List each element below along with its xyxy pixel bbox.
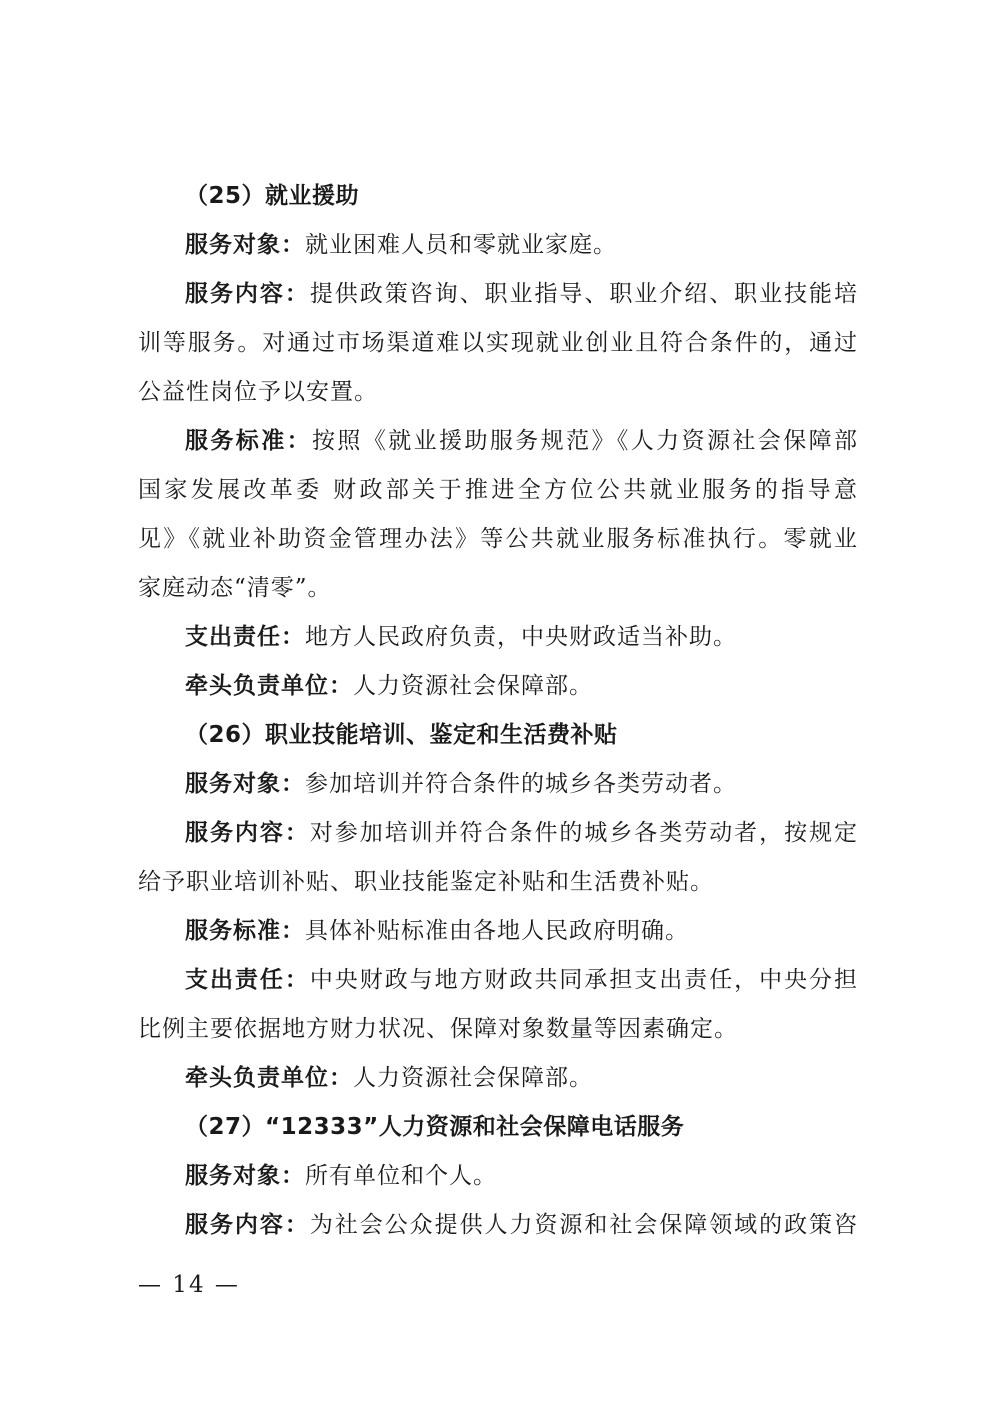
field-text: 人力资源社会保障部。 xyxy=(353,1065,593,1091)
field-label: 服务标准： xyxy=(185,918,305,944)
paragraph-line: 训等服务。对通过市场渠道难以实现就业创业且符合条件的，通过 xyxy=(138,330,858,356)
field-label: 服务对象： xyxy=(185,771,305,797)
paragraph-first-line xyxy=(138,1201,858,1250)
field-label: 牵头负责单位： xyxy=(185,1065,353,1091)
field-label: 牵头负责单位： xyxy=(185,673,353,699)
section-heading: （27）“12333”人力资源和社会保障电话服务 xyxy=(185,1114,685,1140)
paragraph-first-line xyxy=(138,662,858,711)
paragraph-line: 家庭动态“清零”。 xyxy=(138,575,332,601)
paragraph-first-line xyxy=(138,1152,858,1201)
paragraph-line: 见》《就业补助资金管理办法》等公共就业服务标准执行。零就业 xyxy=(138,526,858,552)
paragraph-first-line xyxy=(138,1054,858,1103)
field-text: 对参加培训并符合条件的城乡各类劳动者，按规定 xyxy=(309,820,859,846)
field-text: 具体补贴标准由各地人民政府明确。 xyxy=(305,918,689,944)
paragraph-first-line xyxy=(138,221,858,270)
paragraph-first-line xyxy=(138,613,858,662)
field-text: 地方人民政府负责，中央财政适当补助。 xyxy=(305,624,737,650)
field-label: 服务内容： xyxy=(185,1212,310,1238)
field-text: 中央财政与地方财政共同承担支出责任，中央分担 xyxy=(309,967,859,993)
field-text: 所有单位和个人。 xyxy=(305,1163,497,1189)
field-label: 支出责任： xyxy=(185,624,305,650)
field-text: 参加培训并符合条件的城乡各类劳动者。 xyxy=(305,771,737,797)
field-text: 人力资源社会保障部。 xyxy=(353,673,593,699)
paragraph-first-line xyxy=(138,270,858,319)
paragraph-first-line xyxy=(138,809,858,858)
paragraph-line: 国家发展改革委 财政部关于推进全方位公共就业服务的指导意 xyxy=(138,477,858,503)
field-text: 提供政策咨询、职业指导、职业介绍、职业技能培 xyxy=(309,281,859,307)
field-label: 服务对象： xyxy=(185,232,305,258)
field-text: 为社会公众提供人力资源和社会保障领域的政策咨 xyxy=(309,1212,859,1238)
paragraph-first-line xyxy=(138,956,858,1005)
section-heading: （25）就业援助 xyxy=(185,183,360,209)
field-label: 服务对象： xyxy=(185,1163,305,1189)
field-label: 服务标准： xyxy=(185,428,313,454)
field-label: 服务内容： xyxy=(185,820,310,846)
document-body xyxy=(138,172,858,1250)
paragraph-line: 给予职业培训补贴、职业技能鉴定补贴和生活费补贴。 xyxy=(138,869,714,895)
paragraph-first-line xyxy=(138,417,858,466)
section-heading: （26）职业技能培训、鉴定和生活费补贴 xyxy=(185,722,618,748)
field-text: 按照《就业援助服务规范》《人力资源社会保障部 xyxy=(312,428,859,454)
field-label: 服务内容： xyxy=(185,281,310,307)
field-label: 支出责任： xyxy=(185,967,310,993)
paragraph-line: 公益性岗位予以安置。 xyxy=(138,379,378,405)
page-number: — 14 — xyxy=(138,1272,240,1298)
paragraph-line: 比例主要依据地方财力状况、保障对象数量等因素确定。 xyxy=(138,1016,738,1042)
paragraph-first-line xyxy=(138,760,858,809)
field-text: 就业困难人员和零就业家庭。 xyxy=(305,232,617,258)
paragraph-first-line xyxy=(138,907,858,956)
